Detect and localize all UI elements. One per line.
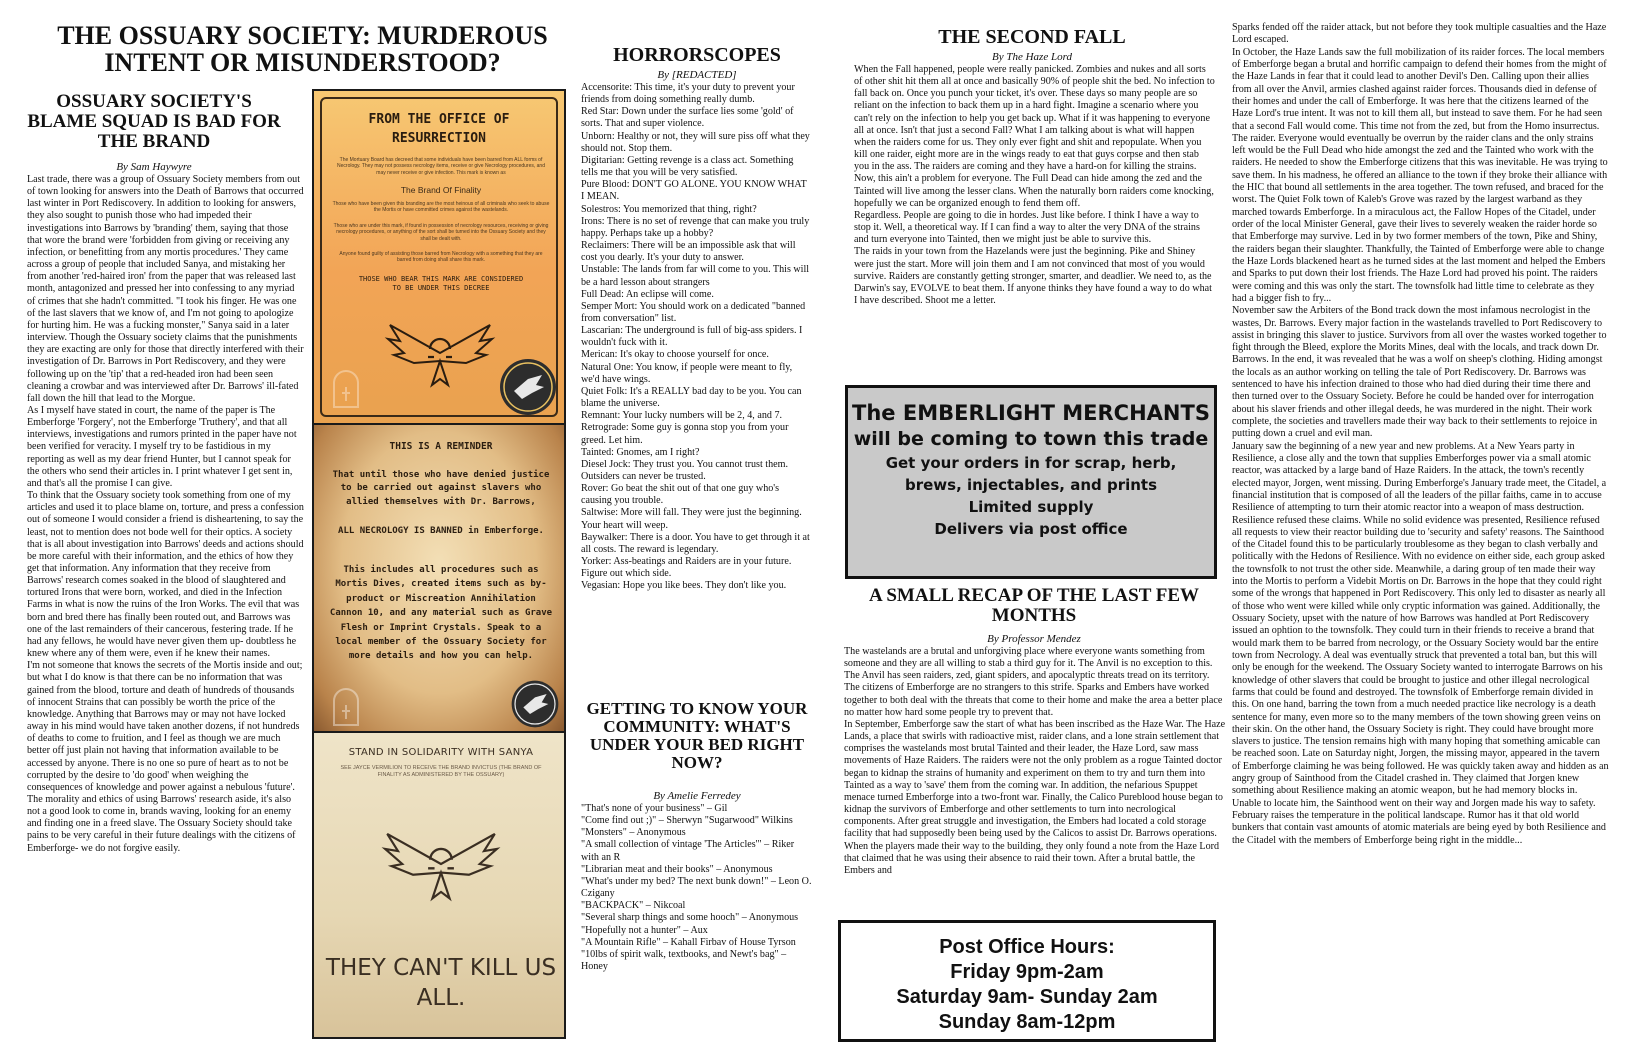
horoscopes-list (581, 82, 811, 687)
recap-paragraph: The wastelands are a brutal and unforgiving place where everyone wants something from someone and they are all willing to stab a third guy for it. The Anvil is no exception to this. The Anvil has seen raiders, zed, giant spiders, and apocalyptic threats tread on its territory. The citizens of Emberforge are no strangers to this strife. Sparks and Embers have worked together to both deal with the threats that come to their home and make the area a better place no matter how hard some people try to prevent that. (844, 646, 1223, 718)
solidarity-slogan: THEY CAN'T KILL US ALL. (325, 955, 557, 1011)
horoscope-item: Unborn: Healthy or not, they will sure piss off what they should not. Stop them. (581, 130, 810, 154)
ad-line-limited: Limited supply (968, 498, 1094, 516)
community-answer: "Librarian meat and their books" – Anonymous (581, 863, 773, 875)
horoscope-item: Merican: It's okay to choose yourself for once. (581, 349, 769, 361)
horoscope-item: Diesel Jock: They trust you. You cannot trust them. Outsiders can never be trusted. (581, 458, 788, 482)
horoscope-item: Semper Mort: You should work on a dedicated "banned from conversation" list. (581, 300, 806, 324)
community-answer: "That's none of your business" – Gil (581, 803, 728, 814)
ossuary-paragraph: To think that the Ossuary society took something from one of my articles and used it to place blame on, torture, and press a confession out of someone I would consider a friend is disheartening, to say the least, not to mention does not bode well for their optics. A society that is all about investigation into Barrows' deeds and actions should be more careful with their information, and the ethics of how they get that information. Any information that they receive from Barrows' research comes soaked in the blood of slaughtered and tortured Irons that were born, worked, and died in the Infection Farms in what is now the ruins of the Iron Works. The evil that was born and bred there has finally been routed out, and Barrows was one of the last remainders of their cancerous, festering trade. If he had any fellows, he would have never given them up- doubtless he knew where any of them were, even if he knew their names. (27, 490, 304, 660)
resurrection-brand-name: The Brand Of Finality (400, 185, 482, 195)
recap-paragraph: Sparks fended off the raider attack, but not before they took multiple casualties and the Haze Lord escaped. (1232, 22, 1607, 46)
ad-line-merchants: The EMBERLIGHT MERCHANTS (852, 401, 1210, 425)
recap-paragraph: January saw the beginning of a new year and new problems. At a New Years party in Resilience, a close ally and the town that supplies Emberforges power via a small atomic reactor, was attacked by a large band of Haze Raiders. In the attack, the town's recently elected mayor, Jorgen, went missing. During Emberforge's January trade meet, the Citadel, a financial institution that is composed of all the leaders of the pillar faiths, came in to accuse Resilience of attempting to turn their atomic reactor into a weapon of mass destruction. Resilience refused these claims. While no solid evidence was presented, Resilience refused all requests to view their reactor building due to 'security and safety' reasons. The Sainthood of the Citadel found this to be particularly troublesome as they began to clash verbally and politically with the Hedons of Resilience. With no evidence on either side, each group asked the townsfolk to not trust the other side. Meanwhile, a daring group of ten made their way into the Mortis to perform a Videbit Mortis on Dr. Barrows in the hope that they could right some of the wrongs that happened in Port Rediscovery. This only led to disaster as nearly all of those who went were killed while only cryptic information was gained. Additionally, the Ossuary Society, upset with the nature of how Barrows was handled at Port Rediscovery issued an ophtion to the townsfolk. They could turn in their friends to receive a brand that would mark them to be barred from necrology, or the Ossuary Society would bar the entire town from Necrology. A deal was eventually struck that prevented a total ban, but this will only be enough for the weekend. The Ossuary Society wanted to interrogate Barrows on his knowledge of other slavers that could be brought to justice and other illegal necrological farms that could be found and destroyed. The townsfolk of Emberforge remain divided in this. On one hand, barring the town from a much needed practice like necrology is a death sentence for many, even more so to the many members of the town showing green veins on their skin. On the other hand, the Ossuary Society is right. They could have brought more slavers to justice. The tension remains high with many hoping that something amicable can be reached soon. Late on Saturday night, Jorgen, the missing mayor, appeared in the tavern of Emberforge claiming he was being followed. He was quickly taken away and hidden as an angry group of Sainthood from the Citadel crashed in. They claimed that Jorgen knew something about Resilience making an atomic weapon, but he had memory blocks in. Unable to locate him, the Sainthood went on their way and Jorgen made his way to safety. (1232, 440, 1609, 809)
horoscope-item: Baywalker: There is a door. You have to get through it at all costs. The reward is legendary. (581, 531, 810, 555)
ossuary-paragraph: Last trade, there was a group of Ossuary Society members from out of town looking for answers into the Death of Barrows that occurred last winter in Port Rediscovery. In addition to looking for answers, they also sought to punish those who had impeded their investigations into Barrows by 'branding' them, saying that those that wore the brand were 'forbidden from giving or receiving any infection, or benefitting from any mortis procedures.' They came across a group of people that included Sanya, and mistaking her from another 'red-haired iron' from the paper that was released last month, antagonized and pressed her into confessing to any myriad of crimes that she hadn't committed. "I took his finger. He was one of the last slavers that we know of, and I'm not going to apologize for hurting him. He was a fucking monster," Sanya said in a later interview. Though the Ossuary society claims that the punishments they are exacting are only for those that directly interfered with their investigation of Dr. Barrows in Port Rediscovery, and they were following up on the 'tip' that a red-headed iron had been seen cleaning a crowbar and was interviewed after Dr. Barrows' ill-fated fall down the hill that lead to the Morgue. (27, 174, 304, 404)
ad-line-coming: will be coming to town this trade (853, 428, 1209, 450)
horoscope-item: Digitarian: Getting revenge is a class act. Something tells me that you will be very satisfied. (581, 154, 794, 179)
horoscope-item: Reclaimers: There will be an impossible ask that will cost you dearly. It's your duty to answer. (581, 240, 796, 264)
ossuary-paragraph: As I myself have stated in court, the name of the paper is The Emberforge 'Forgery', not the Emberforge 'Truthery', and that all interviews, investigations and rumors printed in the paper have not been verified for veracity. I myself try to be fastidious in my reporting as well as my dear friend Hunter, but I cannot speak for the others who send their articles in. I print whatever I get sent in, and that's all the promise I can give. (27, 404, 297, 489)
horoscope-item: Accensorite: This time, it's your duty to prevent your friends from doing something really dumb. (581, 82, 795, 106)
ossuary-byline: By Sam Haywyre (116, 161, 192, 173)
reminder-text-3: This includes all procedures such as Mortis Dives, created items such as by-product or Miscreation Annihilation Cannon 10, and any material such as Grave Flesh or Imprint Crystals. Speak to a local member of the Ossuary Society for more details and how you can help. (329, 565, 553, 662)
winged-omega-brand-icon (380, 313, 500, 393)
second-fall-title: THE SECOND FALL (938, 26, 1126, 48)
resurrection-text-3: Those who are under this mark, if found in possession of necrology resources, receiving or giving necrology procedures, or anything of the sort shall be turned into the Ossuary Society and they shall be dealt with. (333, 223, 549, 242)
ossuary-main-title: THE OSSUARY SOCIETY: MURDEROUS INTENT OR MISUNDERSTOOD? (57, 21, 548, 78)
solidarity-poster (312, 731, 566, 1039)
resurrection-text-1: The Mortuary Board has decreed that some individuals have been barred from ALL forms of Necrology. They may not possess necrology items, receive or give Necrology procedures, and may never receive or give infection. This mark is known as (337, 157, 545, 176)
horoscope-item: Red Star: Down under the surface lies some 'gold' of sorts. That and super violence. (581, 106, 794, 130)
poster-stack (312, 89, 570, 1039)
horoscope-item: Remnant: Your lucky numbers will be 2, 4, and 7. (581, 410, 783, 422)
community-answer: "Several sharp things and some hooch" – Anonymous (581, 912, 799, 924)
second-fall-paragraph: When the Fall happened, people were really panicked. Zombies and nukes and all sorts of other shit hit them all at once and basically 90% of people shit the bed. No infection to fall back on. Once you punch your ticket, it's over. These days so many people are so reliant on the infection to back them up in a hard fight. Imagine a scenario where you can't rely on the infection to help you get back up. What if it was happening to everyone all at once. Isn't that just a second Fall? What I am talking about is what will happen when the raiders come for us. They only ever fight and shit and repopulate. When you kill one raider, eight more are in the wings ready to eat that guys corpse and then stab you in the ass. The raiders are coming and they have a hard-on for killing the strains. Now, this ain't a problem for everyone. The Full Dead can hide among the zed and the Tainted will live among the lesser clans. When the naturally born raiders come knocking, hopefully we can be organized enough to fend them off. (854, 64, 1215, 209)
community-answer: "10lbs of spirit walk, textbooks, and Newt's bag" – Honey (581, 948, 787, 973)
post-office-hours-sunday: Sunday 8am-12pm (938, 1011, 1116, 1033)
community-title: GETTING TO KNOW YOUR COMMUNITY: WHAT'S UNDER YOUR BED RIGHT NOW? (586, 699, 808, 772)
tombstone-icon (326, 687, 366, 727)
horoscope-item: Full Dead: An eclipse will come. (581, 288, 714, 300)
post-office-hours-saturday: Saturday 9am- Sunday 2am (896, 986, 1158, 1008)
emberlight-merchants-ad (845, 385, 1217, 579)
reminder-text-2: ALL NECROLOGY IS BANNED in Emberforge. (338, 526, 544, 536)
second-fall-paragraph: The raids in your town from the Hazelands were just the beginning. Pike and Shiney were just the start. More will join them and I am not convinced that most of you would survive. Raiders are constantly getting stronger, smarter, and deadlier. We need to, as the Darwin's say, EVOLVE to beat them. If anyone thinks they have found a way to do what I have described. Shoot me a letter. (854, 246, 1212, 306)
horoscope-item: Natural One: You know, if people were meant to fly, we'd have wings. (581, 361, 793, 385)
resurrection-title: FROM THE OFFICE OF RESURRECTION (368, 112, 510, 146)
recap-body (844, 646, 1227, 914)
community-answer: "Hopefully not a hunter" – Aux (581, 924, 708, 936)
horoscope-item: Yorker: Ass-beatings and Raiders are in your future. Figure out which side. (581, 556, 792, 580)
horoscope-item: Tainted: Gnomes, am I right? (581, 446, 700, 458)
second-fall-byline: By The Haze Lord (992, 51, 1072, 63)
community-list (581, 803, 813, 1035)
recap-paragraph: November saw the Arbiters of the Bond track down the most infamous necrologist in the wastes, Dr. Barrows. Every major faction in the wastelands travelled to Port Rediscovery to assist in bringing this slaver to justice. Survivors from all over the wastes worked together to fight through the Bleed, explore the Morits Mines, deal with the locals, and track down Dr. Barrows. In the end, it was revealed that he was a wolf on sheep's clothing. Hiding amongst the locals as an author working on telling the tale of Port Rediscovery. Dr. Barrows was sentenced to have his infection drained to those who had died during their time there and then turned over to the Ossuary Society. Before he could be handed over for interrogation about his slaver friends and other illegal deeds, he was murdered in the night. Their work complete, the societies and travellers made their way back to their settlements to rejoice in putting down a cruel and evil man. (1232, 305, 1607, 440)
solidarity-subtext: SEE JAYCE VERMILION TO RECEIVE THE BRAND INVICTUS (THE BRAND OF FINALITY AS ADMINISTERED BY THE OSSUARY) (340, 765, 542, 778)
ossuary-paragraph: I'm not someone that knows the secrets of the Mortis inside and out; but what I do know is that there can be no information that was gained from the blood, torture and death of hundreds of thousands of innocent Strains that can possibly be worth the price of the knowledge. Anything that Barrows may or may not have locked away in his mind would have taken another dozens, if not hundreds of deaths to come to fruition, and I feel as though we are much better off just plain not having that information available to be accessed by anyone. There is no one so pure of heart as to not be corrupted by the desire to 'do good' when weighing the consequences of knowledge and power against a nebulous 'future'. (27, 660, 303, 793)
recap-paragraph: February raises the temperature in the political landscape. Rumor has it that old world bunkers that contain vast amounts of atomic materials are being eyed by both Resilience and the Citadel with the members of Emberforge being right in the middle... (1232, 810, 1606, 846)
post-office-heading: Post Office Hours: (939, 936, 1115, 958)
resurrection-poster (312, 89, 566, 425)
horoscope-item: Quiet Folk: It's a REALLY bad day to be you. You can blame the universe. (581, 385, 802, 410)
post-office-hours-friday: Friday 9pm-2am (950, 961, 1104, 983)
horoscope-item: Vegasian: Hope you like bees. They don't like you. (581, 580, 787, 592)
ossuary-article-body (27, 174, 304, 1034)
ad-line-delivers: Delivers via post office (934, 520, 1128, 538)
recap-title: A SMALL RECAP OF THE LAST FEW MONTHS (868, 585, 1200, 626)
ad-line-orders: Get your orders in for scrap, herb, brews, injectables, and prints (885, 454, 1177, 494)
second-fall-paragraph: Regardless. People are going to die in hordes. Just like before. I think I have a way to stop it. Well, a theoretical way. If I can find a way to alter the very DNA of the strains and turn everyone into Tainted, then we might just be able to survive this. (854, 209, 1200, 246)
recap-byline: By Professor Mendez (987, 633, 1081, 645)
community-answer: "Come find out ;)" – Sherwyn "Sugarwood" Wilkins (581, 815, 793, 827)
horoscope-item: Retrograde: Some guy is gonna stop you from your greed. Let him. (581, 422, 789, 446)
horoscopes-title: HORRORSCOPES (613, 44, 781, 66)
recap-paragraph: In October, the Haze Lands saw the full mobilization of its raider forces. The local members of Emberforge began a brutal and horrific campaign to defend their homes from the might of the Haze Lands in fear that it could lead to another Devil's Den. Calling upon their allies from all over the Anvil, armies clashed against raider forces. Thousands died in defense of their homes and under the call of Emberforge. It was here that the citizens learned of the Haze Lord's true intent. It was not to kill them all, but instead to save them. For he had seen that a second Fall would come. This time not from the zed, but from the Homo insurrectus. The raider. Everyone would eventually be overrun by the raider clans and the only strains left would be the Full Dead who hide amongst the zed and the Tainted who work with the raiders. He needed to show the Emberforge citizens that this was inevitable. He was trying to save them. In his madness, he offered an alliance to the town if they broke their alliance with the HIC that bound all settlements in the area together. The town refused, and braced for the worst. The Quiet Folk town of Kaleb's Grove was razed by the largest warband as they marched towards Emberforge. In a miraculous act, the Fallow Hopes of the Citadel, under order of the local Minister General, gave their lives to severely weaken the raider horde so that Emberforge may survive. Led in by two former members of the town, Pike and Shiny, the raiders began their slaughter. Thankfully, the Tainted of Emberforge were able to change the Haze Lords blackened heart as he turned sides at the last moment and helped the Embers and Sparks to put down their lost friends. The Haze Lord had proved his point. The raiders were coming and this was only the start. The townsfolk had little time to celebrate as they had a bigger fish to fry... (1232, 46, 1608, 304)
raven-seal-icon (510, 679, 560, 729)
reminder-heading: THIS IS A REMINDER (389, 441, 493, 452)
winged-omega-brand-icon (376, 821, 506, 907)
reminder-poster (312, 423, 566, 733)
raven-seal-icon (498, 357, 558, 417)
resurrection-text-2: Those who have been given this branding are the most heinous of all criminals who seek to abuse the Mortis or have committed crimes against the wastelands. (332, 201, 550, 214)
post-office-hours-box (838, 920, 1216, 1042)
community-answer: "Monsters" – Anonymous (581, 827, 686, 839)
horoscope-item: Saltwise: More will fall. They were just the beginning. Your heart will weep. (581, 507, 802, 531)
community-answer: "A Mountain Rifle" – Kahall Firbav of House Tyrson (581, 936, 796, 948)
horoscope-item: Rover: Go beat the shit out of that one guy who's causing you trouble. (581, 483, 780, 507)
recap-continued-body (1232, 22, 1609, 1038)
community-byline: By Amelie Ferredey (653, 790, 741, 802)
community-answer: "What's under my bed? The next bunk down!" – Leon O. Czigany (581, 875, 812, 900)
horoscope-item: Pure Blood: DON'T GO ALONE. YOU KNOW WHAT I MEAN. (581, 179, 807, 203)
resurrection-text-4: Anyone found guilty of assisting those barred from Necrology with a something that they are barred from doing shall share this mark. (339, 251, 543, 264)
community-answer: "BACKPACK" – Nikcoal (581, 900, 686, 912)
resurrection-decree: THOSE WHO BEAR THIS MARK ARE CONSIDERED TO BE UNDER THIS DECREE (358, 275, 524, 292)
ossuary-paragraph: The morality and ethics of using Barrows' research aside, it's also not a good look to come in, brands waving, looking for an enemy and finding one in a freed slave. The Ossuary Society should take pains to be very careful in their future dealings with the citizens of Emberforge- we do not forgive easily. (27, 793, 296, 854)
horoscope-item: Lascarian: The underground is full of big-ass spiders. I wouldn't fuck with it. (581, 325, 803, 349)
horoscope-item: Solestros: You memorized that thing, right? (581, 203, 757, 215)
horoscope-item: Unstable: The lands from far will come to you. This will be a hard lesson about strangers (581, 264, 810, 288)
ossuary-article-title: OSSUARY SOCIETY'S BLAME SQUAD IS BAD FOR THE BRAND (27, 91, 281, 152)
horoscope-item: Irons: There is no set of revenge that can make you truly happy. Perhaps take up a hobby? (581, 215, 810, 239)
recap-paragraph: In September, Emberforge saw the start of what has been inscribed as the Haze War. The Haze Lands, a place that swirls with radioactive mist, raider clans, and a lone strain settlement that comprises the wastelands most brutal Tainted and their leader, the Haze Lord, saw mass movements of Haze Raiders. The raiders were not the only problem as a rogue Tainted doctor began to kidnap the strains of humanity and experiment on them to try and turn them into Tainted as a way to 'save' them from the coming war. In addition, the nefarious Spuppet menace turned Emberforge into a two-front war. Finally, the Calico Pureblood house began to kidnap the survivors of Emberforge and other settlements to turn into necrological components. After great struggle and investigation, the Embers had located a cold storage facility that had supposedly been being used by the Calicos to assist Dr. Barrows operations. When the players made their way to the building, they only found a note from the Haze Lord that claimed that he was using their absence to raid their town. After a brutal battle, the Embers and (844, 718, 1226, 876)
tombstone-icon (326, 369, 366, 409)
horoscopes-byline: By [REDACTED] (657, 69, 737, 81)
community-answer: "A small collection of vintage 'The Articles'" – Riker with an R (581, 839, 795, 863)
reminder-text-1: That until those who have denied justice to be carried out against slavers who allied themselves with Dr. Barrows, (332, 470, 550, 507)
solidarity-heading: STAND IN SOLIDARITY WITH SANYA (348, 747, 534, 758)
second-fall-body (854, 64, 1216, 372)
